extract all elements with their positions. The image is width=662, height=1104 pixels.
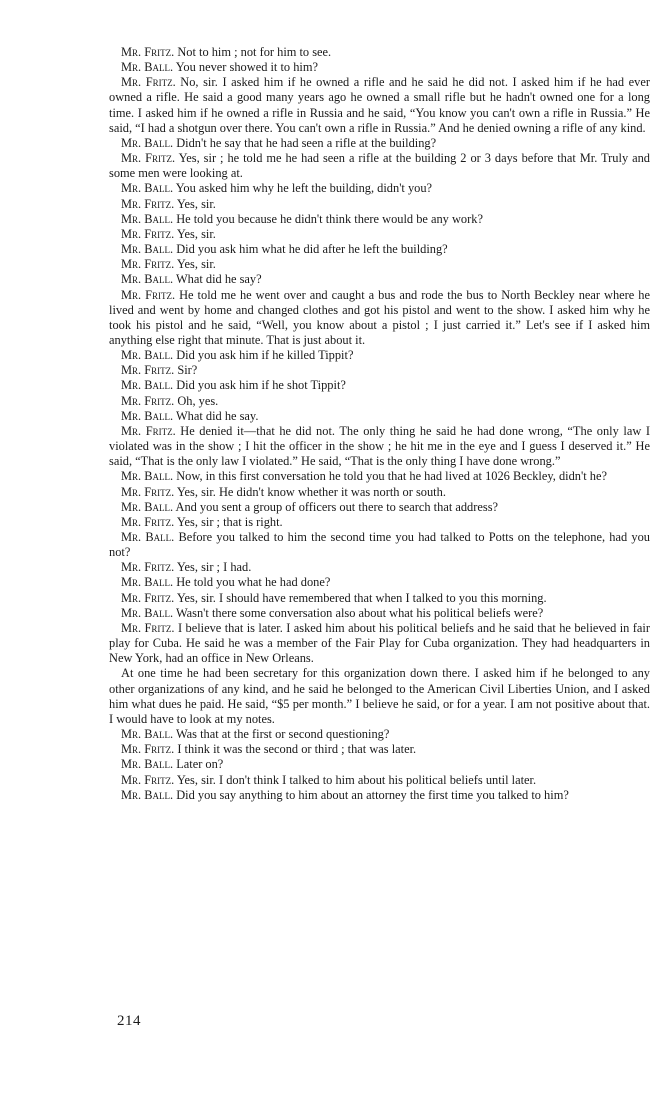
speech-text: Yes, sir. xyxy=(176,226,216,241)
speech-text: Yes, sir. xyxy=(176,196,216,211)
testimony-paragraph xyxy=(109,136,650,151)
testimony-paragraph xyxy=(109,469,650,484)
testimony-paragraph xyxy=(109,394,650,409)
testimony-paragraph xyxy=(109,227,650,242)
speaker-name: Mr. Fritz. xyxy=(121,393,175,408)
speaker-name: Mr. Ball. xyxy=(121,242,174,257)
speaker-name: Mr. Fritz. xyxy=(121,151,176,166)
speech-text: Yes, sir. I don't think I talked to him about his political beliefs until later. xyxy=(176,772,537,787)
speech-text: What did he say. xyxy=(175,408,259,423)
speaker-name: Mr. Ball. xyxy=(121,787,174,802)
testimony-paragraph xyxy=(109,485,650,500)
speech-text: You never showed it to him? xyxy=(175,60,318,75)
speaker-name: Mr. Fritz. xyxy=(121,514,175,529)
speaker-name: Mr. Fritz. xyxy=(121,363,175,378)
page-number: 214 xyxy=(117,1013,141,1029)
speaker-name: Mr. Fritz. xyxy=(121,226,175,241)
speech-text: He denied it—that he did not. The only thing he said he had done wrong, “The only law I violated was in the show ; I hit the officer in the show ; he hit me in the eye and I guess I deserved it.” He said, “That is the only law I violated.” He said, “That is the only thing I have done wrong.” xyxy=(109,423,650,469)
testimony-paragraph xyxy=(109,363,650,378)
speech-text: Not to him ; not for him to see. xyxy=(177,45,332,59)
speaker-name: Mr. Ball. xyxy=(121,408,174,423)
speech-text: I believe that is later. I asked him about his political beliefs and he said that he believed in fair play for Cuba. He said he was a member of the Fair Play for Cuba organization. They had headquarters in New York, had an office in New Orleans. xyxy=(109,620,650,666)
testimony-paragraph xyxy=(109,212,650,227)
testimony-paragraph xyxy=(109,575,650,590)
speaker-name: Mr. Ball. xyxy=(121,211,174,226)
testimony-paragraph xyxy=(109,75,650,136)
speech-text: I think it was the second or third ; that was later. xyxy=(177,742,417,757)
speaker-name: Mr. Fritz. xyxy=(121,772,175,787)
testimony-paragraph xyxy=(109,591,650,606)
testimony-paragraph xyxy=(109,773,650,788)
testimony-paragraph xyxy=(109,272,650,287)
testimony-paragraph xyxy=(109,757,650,772)
speech-text: You asked him why he left the building, didn't you? xyxy=(175,181,433,196)
speaker-name: Mr. Fritz. xyxy=(121,75,176,90)
speech-text: Did you ask him if he shot Tippit? xyxy=(176,378,346,393)
speech-text: Wasn't there some conversation also about what his political beliefs were? xyxy=(175,605,544,620)
speech-text: Later on? xyxy=(176,757,224,772)
speech-text: Yes, sir ; that is right. xyxy=(176,514,283,529)
speaker-name: Mr. Ball. xyxy=(121,605,174,620)
speaker-name: Mr. Fritz. xyxy=(121,590,175,605)
testimony-paragraph xyxy=(109,288,650,349)
speaker-name: Mr. Ball. xyxy=(121,181,174,196)
speech-text: Yes, sir. xyxy=(176,257,216,272)
speaker-name: Mr. Ball. xyxy=(121,499,174,514)
speech-text: No, sir. I asked him if he owned a rifle and he said he did not. I asked him if he had ever owned a rifle. He said a good many years ago he owned a small rifle but he hadn't owned one for a long time. I asked him if he owned a rifle in Russia and he said, “You know you can't own a rifle in Russia.” He said, “I had a shotgun over there. You can't own a rifle in Russia.” And he denied owning a rifle of any kind. xyxy=(109,75,650,135)
speech-text: Was that at the first or second questioning? xyxy=(175,727,390,742)
speaker-name: Mr. Fritz. xyxy=(121,196,175,211)
testimony-paragraph xyxy=(109,621,650,666)
speaker-name: Mr. Ball. xyxy=(121,530,175,544)
speaker-name: Mr. Fritz. xyxy=(121,742,175,757)
testimony-paragraph xyxy=(109,197,650,212)
speaker-name: Mr. Ball. xyxy=(121,135,174,150)
speaker-name: Mr. Fritz. xyxy=(121,423,176,438)
testimony-paragraph xyxy=(109,788,650,803)
testimony-paragraph xyxy=(109,515,650,530)
testimony-paragraph xyxy=(109,242,650,257)
testimony-paragraph xyxy=(109,500,650,515)
speech-text: And you sent a group of officers out there to search that address? xyxy=(175,499,499,514)
speaker-name: Mr. Fritz. xyxy=(121,45,175,59)
speaker-name: Mr. Ball. xyxy=(121,727,174,742)
testimony-paragraph xyxy=(109,151,650,181)
testimony-paragraph xyxy=(109,530,650,560)
speech-text: He told you because he didn't think there would be any work? xyxy=(176,211,483,226)
testimony-paragraph xyxy=(109,742,650,757)
testimony-paragraph xyxy=(109,666,650,727)
testimony-paragraph xyxy=(109,257,650,272)
testimony-paragraph xyxy=(109,348,650,363)
speech-text: Didn't he say that he had seen a rifle at the building? xyxy=(176,135,437,150)
testimony-paragraph xyxy=(109,409,650,424)
speech-text: Yes, sir ; I had. xyxy=(176,560,252,575)
speaker-name: Mr. Ball. xyxy=(121,575,174,590)
testimony-paragraph xyxy=(109,606,650,621)
speech-text: He told me he went over and caught a bus and rode the bus to North Beckley near where he lived and went by home and changed clothes and got his pistol and went to the show. I asked him why he took his pistol and he said, “Well, you know about a pistol ; I just carried it.” Let's see if I asked him anything else right that minute. That is just about it. xyxy=(109,287,650,347)
speech-text: Sir? xyxy=(177,363,198,378)
speaker-name: Mr. Fritz. xyxy=(121,287,176,302)
speech-text: At one time he had been secretary for this organization down there. I asked him if he belonged to any other organizations of any kind, and he said he belonged to the American Civil Liberties Union, and I asked him what dues he paid. He said, “$5 per month.” I believe he said, or for a year. I am not positive about that. I would have to look at my notes. xyxy=(109,666,650,726)
testimony-paragraph xyxy=(109,560,650,575)
speaker-name: Mr. Ball. xyxy=(121,348,174,363)
testimony-paragraph xyxy=(109,424,650,469)
speech-text: Now, in this first conversation he told you that he had lived at 1026 Beckley, didn't he? xyxy=(176,469,607,484)
speech-text: Did you ask him what he did after he left the building? xyxy=(176,242,448,257)
testimony-paragraph xyxy=(109,181,650,196)
speech-text: What did he say? xyxy=(175,272,262,287)
speech-text: Oh, yes. xyxy=(177,393,219,408)
speaker-name: Mr. Ball. xyxy=(121,272,174,287)
speaker-name: Mr. Ball. xyxy=(121,378,174,393)
testimony-column xyxy=(109,45,650,803)
speech-text: Yes, sir ; he told me he had seen a rifle at the building 2 or 3 days before that Mr. Truly and some men were looking at. xyxy=(109,151,650,181)
speaker-name: Mr. Ball. xyxy=(121,469,174,484)
speech-text: Yes, sir. He didn't know whether it was north or south. xyxy=(176,484,446,499)
testimony-paragraph xyxy=(109,60,650,75)
speaker-name: Mr. Ball. xyxy=(121,757,174,772)
speaker-name: Mr. Ball. xyxy=(121,60,174,75)
speech-text: Before you talked to him the second time you had talked to Potts on the telephone, had you not? xyxy=(109,530,650,560)
testimony-paragraph xyxy=(109,378,650,393)
speaker-name: Mr. Fritz. xyxy=(121,560,175,575)
speaker-name: Mr. Fritz. xyxy=(121,257,175,272)
speech-text: Did you ask him if he killed Tippit? xyxy=(176,348,354,363)
speaker-name: Mr. Fritz. xyxy=(121,620,175,635)
speech-text: Did you say anything to him about an attorney the first time you talked to him? xyxy=(176,787,569,802)
speaker-name: Mr. Fritz. xyxy=(121,484,175,499)
speech-text: He told you what he had done? xyxy=(176,575,331,590)
testimony-paragraph xyxy=(109,727,650,742)
speech-text: Yes, sir. I should have remembered that when I talked to you this morning. xyxy=(176,590,547,605)
testimony-paragraph xyxy=(109,45,650,60)
